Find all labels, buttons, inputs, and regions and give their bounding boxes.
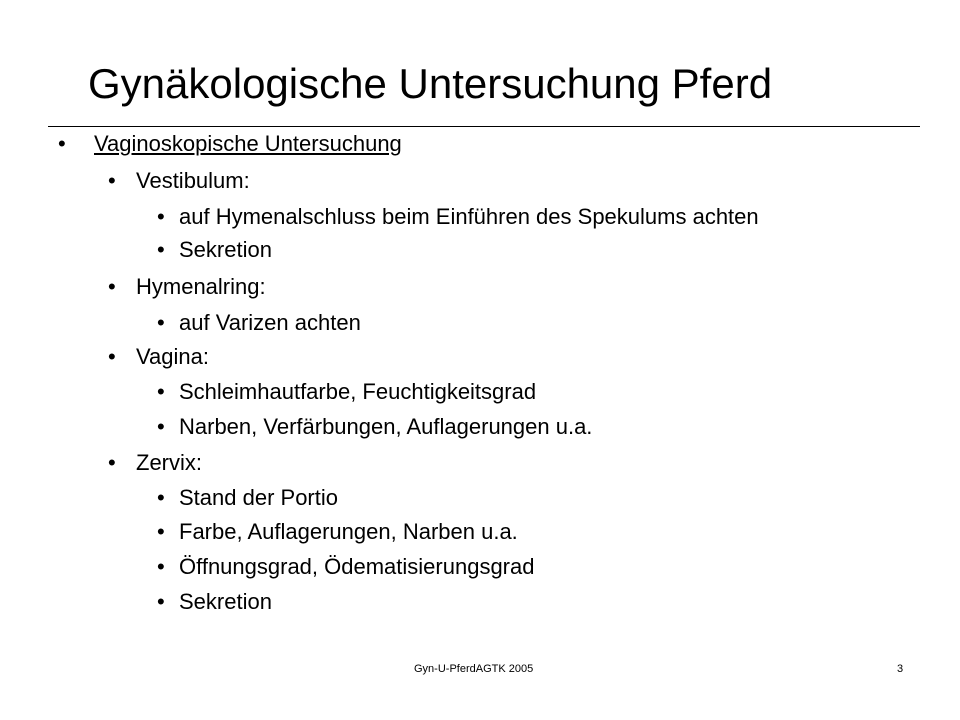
page-number: 3 (897, 663, 904, 675)
list-item: auf Hymenalschluss beim Einführen des Spekulums achten (179, 204, 759, 229)
list-item: Sekretion (179, 589, 272, 614)
list-item: Öffnungsgrad, Ödematisierungsgrad (179, 554, 535, 579)
bullet-icon: • (108, 450, 116, 475)
list-item: Sekretion (179, 237, 272, 262)
bullet-icon: • (157, 519, 165, 544)
list-item: Schleimhautfarbe, Feuchtigkeitsgrad (179, 379, 537, 404)
subsection-hymenalring: Hymenalring: (136, 274, 266, 299)
list-item: auf Varizen achten (179, 310, 361, 335)
subsection-zervix: Zervix: (136, 450, 202, 475)
bullet-icon: • (157, 310, 165, 335)
title-divider (48, 126, 920, 127)
bullet-icon: • (157, 379, 165, 404)
bullet-icon: • (108, 344, 116, 369)
footer-text: Gyn-U-PferdAGTK 2005 (414, 663, 534, 675)
bullet-icon: • (157, 554, 165, 579)
list-item: Stand der Portio (179, 485, 338, 510)
list-item: Narben, Verfärbungen, Auflagerungen u.a. (179, 414, 593, 439)
bullet-icon: • (157, 204, 165, 229)
bullet-icon: • (108, 168, 116, 193)
bullet-icon: • (157, 485, 165, 510)
subsection-vestibulum: Vestibulum: (136, 168, 250, 193)
bullet-icon: • (157, 589, 165, 614)
bullet-icon: • (157, 237, 165, 262)
section-heading-vaginoskopische-untersuchung: Vaginoskopische Untersuchung (94, 131, 402, 156)
slide-title: Gynäkologische Untersuchung Pferd (88, 60, 773, 107)
subsection-vagina: Vagina: (136, 344, 209, 369)
list-item: Farbe, Auflagerungen, Narben u.a. (179, 519, 518, 544)
bullet-icon: • (157, 414, 165, 439)
bullet-icon: • (58, 131, 66, 156)
bullet-icon: • (108, 274, 116, 299)
